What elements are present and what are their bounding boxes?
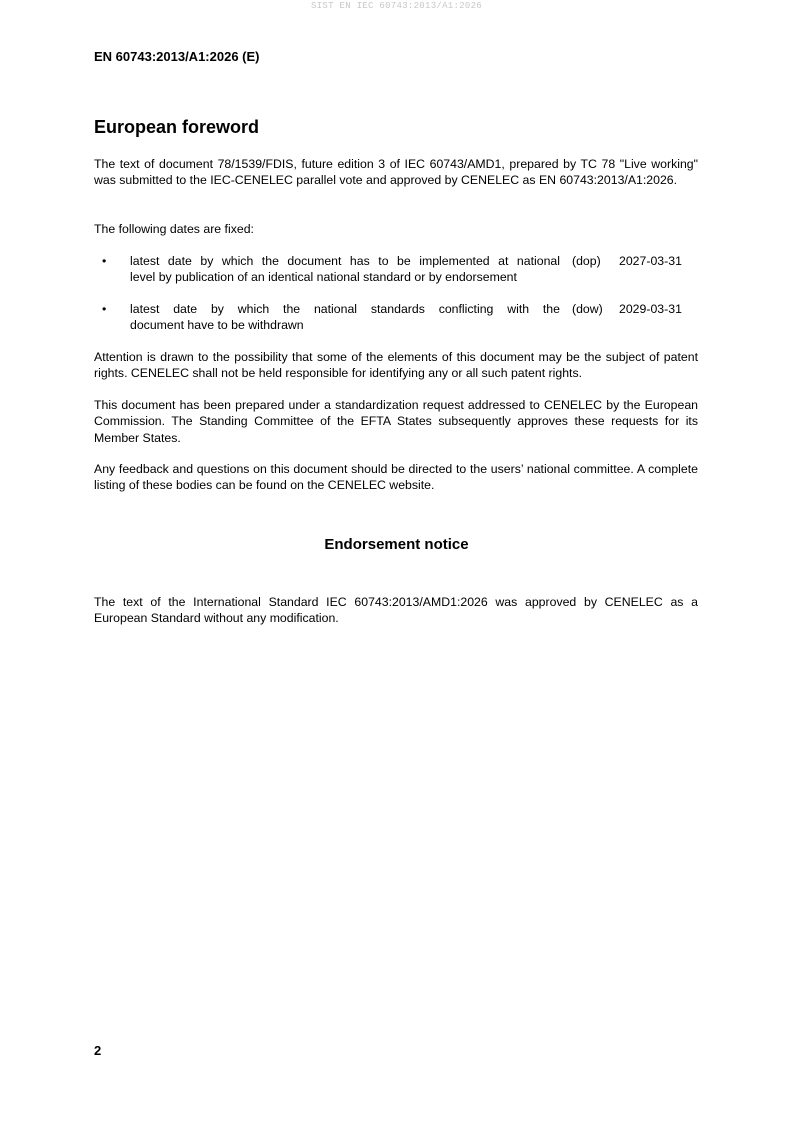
date-item-code: (dow)	[572, 302, 603, 316]
endorsement-title: Endorsement notice	[324, 536, 469, 553]
foreword-title: European foreword	[94, 117, 260, 137]
watermark: SIST EN IEC 60743:2013/A1:2026	[310, 1, 483, 11]
bullet-icon: •	[102, 254, 107, 268]
standardization-request-paragraph: This document has been prepared under a standardization request addressed to CENELEC by the European Commission. The Standing Committee of the EFTA States subsequently approves these requests for its Member States.	[94, 398, 698, 445]
dates-intro-paragraph: The following dates are fixed:	[94, 222, 254, 236]
date-item-code: (dop)	[572, 254, 601, 268]
date-item-description-line2: document have to be withdrawn	[130, 318, 304, 333]
patent-notice-paragraph: Attention is drawn to the possibility that some of the elements of this document may be the subject of patent rights. CENELEC shall not be held responsible for identifying any or all such patent rights.	[94, 350, 698, 381]
date-item-description	[130, 301, 560, 334]
date-item-date: 2029-03-31	[619, 302, 682, 316]
document-id-header: EN 60743:2013/A1:2026 (E)	[94, 49, 260, 64]
foreword-intro-paragraph: The text of document 78/1539/FDIS, future edition 3 of IEC 60743/AMD1, prepared by TC 78 "Live working" was submitted to the IEC-CENELEC parallel vote and approved by CENELEC as EN 60743:2013/A1:2026.	[94, 157, 698, 188]
endorsement-paragraph: The text of the International Standard IEC 60743:2013/AMD1:2026 was approved by CENELEC as a European Standard without any modification.	[94, 595, 698, 626]
date-item-description	[130, 253, 560, 286]
date-item-description-line2: level by publication of an identical national standard or by endorsement	[130, 270, 517, 285]
date-item-description-line1: latest date by which the document has to be implemented at national	[130, 254, 560, 268]
bullet-icon: •	[102, 302, 107, 316]
feedback-paragraph: Any feedback and questions on this document should be directed to the users’ national committee. A complete listing of these bodies can be found on the CENELEC website.	[94, 462, 698, 493]
date-item-date: 2027-03-31	[619, 254, 682, 268]
page-number: 2	[94, 1043, 102, 1058]
date-item-description-line1: latest date by which the national standards conflicting with the	[130, 302, 560, 316]
